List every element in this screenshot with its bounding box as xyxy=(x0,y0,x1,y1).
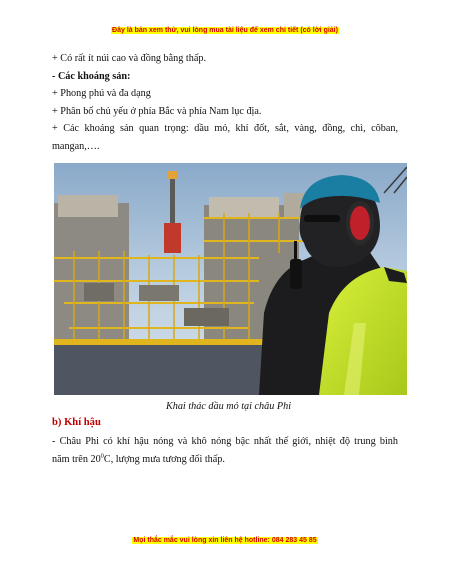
climate-line-2 xyxy=(52,451,398,469)
minerals-rich-line: + Phong phú và đa dạng xyxy=(52,88,151,99)
hotline-banner-text: Mọi thắc mắc vui lòng xin liên hệ hotline: 084 283 45 85 xyxy=(133,537,317,544)
preview-banner xyxy=(0,27,450,34)
document-body xyxy=(52,50,398,155)
oil-extraction-photo xyxy=(54,163,407,395)
minerals-heading: - Các khoáng sản: xyxy=(52,70,131,82)
important-minerals-line-cont: mangan,…. xyxy=(52,140,100,152)
important-minerals-line: + Các khoáng sản quan trọng: dầu mỏ, khí đốt, sắt, vàng, đồng, chì, côban, xyxy=(52,123,398,134)
climate-line-1: - Châu Phi có khí hậu nóng và khô nóng bậc nhất thế giới, nhiệt độ trung bình xyxy=(52,436,398,447)
hotline-banner xyxy=(0,537,450,544)
preview-banner-text: Đây là bản xem thử, vui lòng mua tài liệu để xem chi tiết (có lời giải) xyxy=(112,27,338,34)
climate-line-2-end: C, lượng mưa tương đối thấp. xyxy=(103,454,225,465)
climate-paragraph xyxy=(52,433,398,469)
minerals-distribution-line: + Phân bố chủ yếu ở phía Bắc và phía Nam lục địa. xyxy=(52,105,262,117)
terrain-line: + Có rất ít núi cao và đồng bằng thấp. xyxy=(52,53,206,64)
climate-line-2-start: năm trên 20 xyxy=(52,454,101,465)
degree-superscript: 0 xyxy=(100,452,104,460)
photo-caption: Khai thác dầu mỏ tại châu Phi xyxy=(165,401,292,412)
section-title-climate: b) Khí hậu xyxy=(52,417,101,428)
